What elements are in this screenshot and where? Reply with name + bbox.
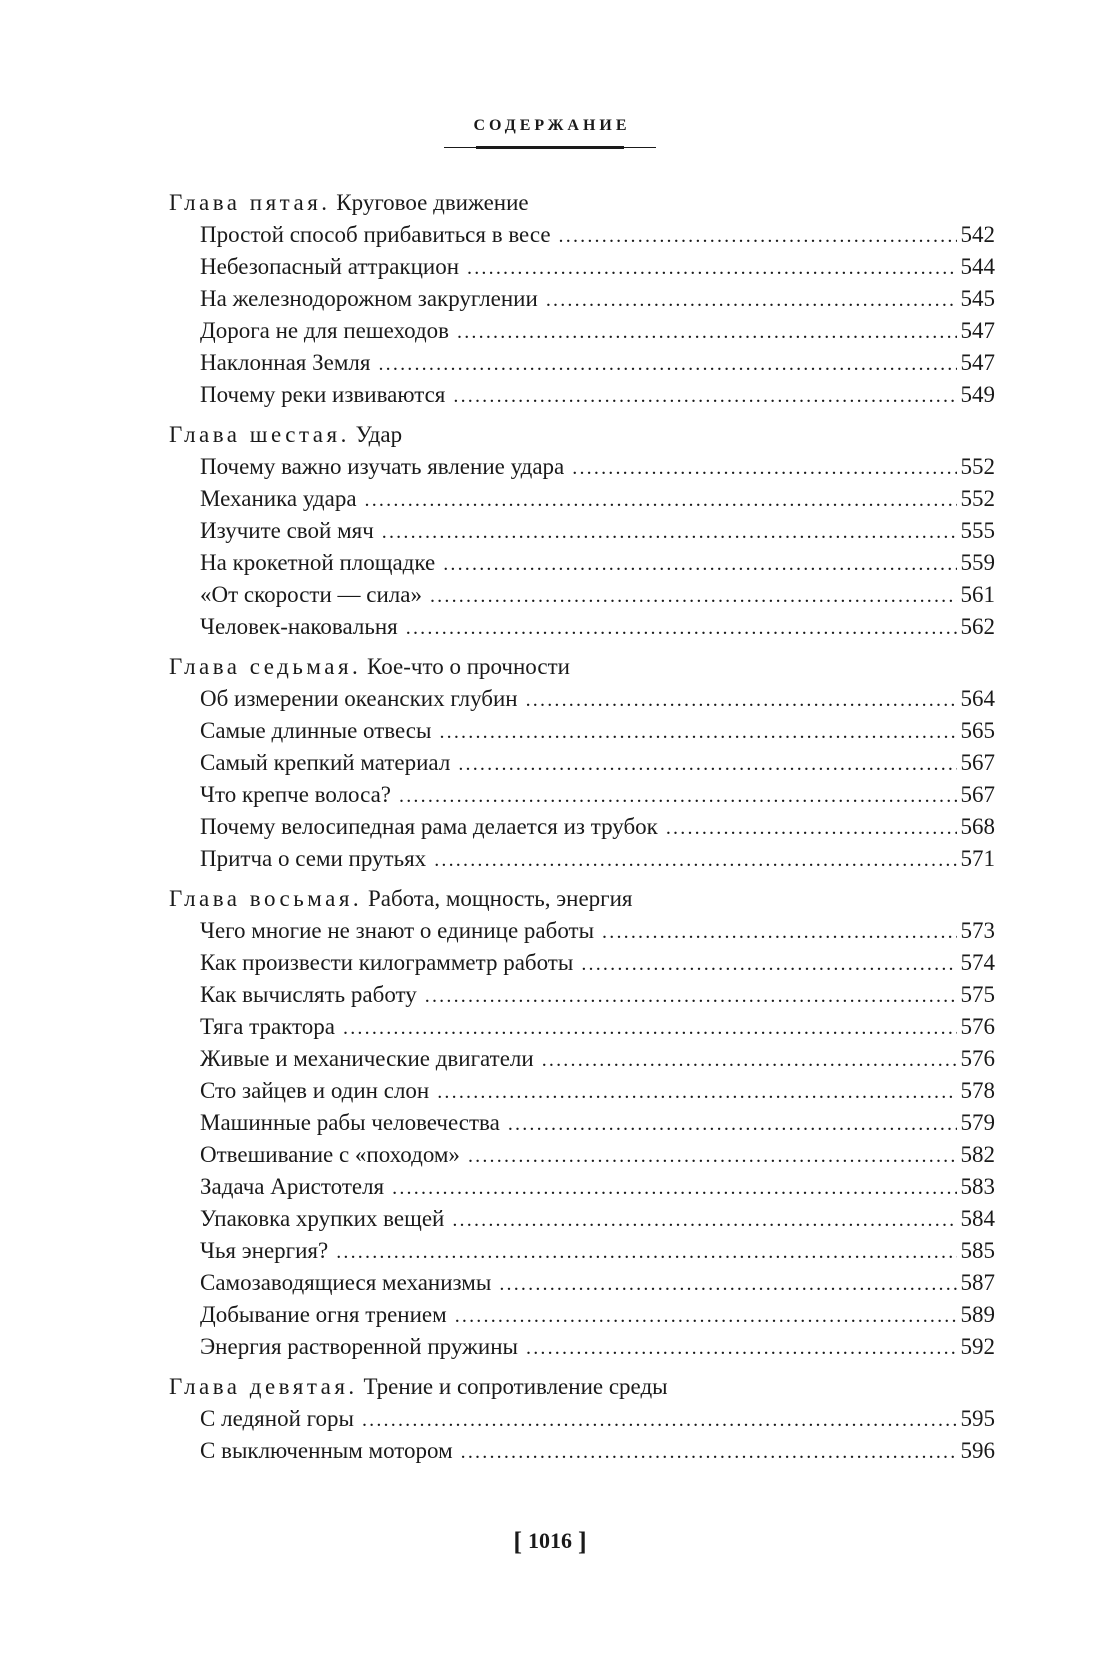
chapter-title: Кое-что о прочности (367, 654, 570, 679)
toc-entry-page-number: 555 (960, 518, 995, 543)
toc-entry-title: Почему велосипедная рама делается из трубок (200, 814, 658, 839)
toc-entry-title: Как вычислять работу (200, 982, 417, 1007)
toc-entry-title: Самые длинные отвесы (200, 718, 432, 743)
dot-leader (362, 1404, 957, 1436)
toc-entry (169, 483, 995, 515)
toc-entry-title: Чья энергия? (200, 1238, 329, 1263)
toc-entry-title: «От скорости — сила» (200, 582, 422, 607)
toc-entry (169, 843, 995, 875)
toc-entry-title: Тяга трактора (200, 1014, 336, 1039)
page-title: СОДЕРЖАНИЕ (473, 117, 631, 134)
toc-entry (169, 915, 995, 947)
toc-entry-page-number: 559 (960, 550, 995, 575)
toc-entry-title: На крокетной площадке (200, 550, 436, 575)
toc-entry (169, 747, 995, 779)
toc-entry-title: Отвешивание с «походом» (200, 1142, 460, 1167)
toc-entry-title: Что крепче волоса? (200, 782, 392, 807)
header-rule-accent (476, 146, 624, 149)
footer-close-bracket: ] (578, 1527, 587, 1556)
toc-entry (169, 547, 995, 579)
toc-entry-page-number: 567 (960, 750, 995, 775)
page-footer (0, 1527, 1100, 1557)
toc-entry-title: Добывание огня трением (200, 1302, 447, 1327)
dot-leader (458, 748, 956, 780)
header-rule (444, 147, 656, 148)
chapter-heading (169, 419, 995, 451)
toc-entry-page-number: 576 (960, 1046, 995, 1071)
dot-leader (392, 1172, 956, 1204)
toc-entry (169, 1331, 995, 1363)
toc-entry-page-number: 596 (960, 1438, 995, 1463)
toc-chapter (169, 1371, 995, 1467)
toc-entry-page-number: 584 (960, 1206, 995, 1231)
toc-entry-title: Машинные рабы человечества (200, 1110, 500, 1135)
toc-entry-title: Чего многие не знают о единице работы (200, 918, 595, 943)
dot-leader (336, 1236, 956, 1268)
toc-entry-page-number: 583 (960, 1174, 995, 1199)
toc-entry-page-number: 579 (960, 1110, 995, 1135)
toc-entry (169, 1011, 995, 1043)
toc-entry-title: Изучите свой мяч (200, 518, 374, 543)
toc-entry-title: Как произвести килограмметр работы (200, 950, 574, 975)
toc-entry-title: На железнодорожном закруглении (200, 286, 538, 311)
dot-leader (343, 1012, 956, 1044)
toc-entry-page-number: 568 (960, 814, 995, 839)
chapter-title: Удар (355, 422, 403, 447)
toc-entry-page-number: 544 (960, 254, 995, 279)
dot-leader (455, 1300, 957, 1332)
toc-entry (169, 611, 995, 643)
toc-entry-page-number: 552 (960, 486, 995, 511)
toc-entry-page-number: 575 (960, 982, 995, 1007)
dot-leader (453, 380, 956, 412)
toc-entry-title: Небезопасный аттракцион (200, 254, 460, 279)
chapter-heading (169, 883, 995, 915)
table-of-contents (169, 187, 995, 1475)
toc-entry-title: Механика удара (200, 486, 357, 511)
toc-entry-title: Дорога не для пешеходов (200, 318, 450, 343)
toc-entry-page-number: 561 (960, 582, 995, 607)
dot-leader (437, 1076, 956, 1108)
dot-leader (542, 1044, 957, 1076)
toc-entry-title: Почему реки извиваются (200, 382, 446, 407)
dot-leader (443, 548, 956, 580)
dot-leader (581, 948, 956, 980)
toc-entry-page-number: 564 (960, 686, 995, 711)
dot-leader (434, 844, 956, 876)
toc-entry-page-number: 574 (960, 950, 995, 975)
toc-entry-title: Сто зайцев и один слон (200, 1078, 430, 1103)
dot-leader (430, 580, 957, 612)
toc-entry (169, 1435, 995, 1467)
dot-leader (467, 252, 956, 284)
toc-chapter (169, 651, 995, 875)
toc-entry-title: Живые и механические двигатели (200, 1046, 534, 1071)
toc-entry-title: Притча о семи прутьях (200, 846, 427, 871)
toc-entry-page-number: 571 (960, 846, 995, 871)
toc-chapter (169, 419, 995, 643)
dot-leader (457, 316, 956, 348)
chapter-label: Глава восьмая. (169, 886, 363, 911)
toc-entry (169, 1171, 995, 1203)
dot-leader (526, 684, 957, 716)
toc-entry (169, 1267, 995, 1299)
toc-entry (169, 515, 995, 547)
chapter-label: Глава пятая. (169, 190, 331, 215)
dot-leader (526, 1332, 957, 1364)
dot-leader (452, 1204, 956, 1236)
dot-leader (546, 284, 957, 316)
toc-entry-title: Простой способ прибавиться в весе (200, 222, 551, 247)
toc-entry-page-number: 567 (960, 782, 995, 807)
toc-entry (169, 811, 995, 843)
toc-entry (169, 979, 995, 1011)
toc-entry-page-number: 562 (960, 614, 995, 639)
toc-entry-page-number: 585 (960, 1238, 995, 1263)
dot-leader (468, 1140, 957, 1172)
toc-entry (169, 1075, 995, 1107)
page-header (0, 117, 1100, 148)
toc-entry-page-number: 542 (960, 222, 995, 247)
dot-leader (399, 780, 956, 812)
toc-entry-page-number: 576 (960, 1014, 995, 1039)
toc-entry-page-number: 545 (960, 286, 995, 311)
toc-entry (169, 379, 995, 411)
dot-leader (559, 220, 957, 252)
toc-entry-page-number: 547 (960, 318, 995, 343)
toc-entry-title: Энергия растворенной пружины (200, 1334, 518, 1359)
toc-entry-title: Наклонная Земля (200, 350, 371, 375)
dot-leader (602, 916, 956, 948)
toc-entry (169, 1299, 995, 1331)
dot-leader (461, 1436, 957, 1468)
dot-leader (666, 812, 957, 844)
toc-entry-page-number: 573 (960, 918, 995, 943)
toc-chapter (169, 883, 995, 1363)
dot-leader (406, 612, 957, 644)
toc-entry (169, 1235, 995, 1267)
dot-leader (425, 980, 957, 1012)
footer-page-number: 1016 (528, 1528, 572, 1553)
toc-entry-title: Задача Аристотеля (200, 1174, 385, 1199)
footer-open-bracket: [ (513, 1527, 522, 1556)
toc-entry (169, 1139, 995, 1171)
toc-entry-page-number: 565 (960, 718, 995, 743)
toc-entry-page-number: 549 (960, 382, 995, 407)
chapter-heading (169, 1371, 995, 1403)
dot-leader (378, 348, 956, 380)
toc-chapter (169, 187, 995, 411)
toc-entry-title: Самый крепкий материал (200, 750, 451, 775)
toc-entry-page-number: 578 (960, 1078, 995, 1103)
toc-entry-page-number: 547 (960, 350, 995, 375)
dot-leader (382, 516, 957, 548)
dot-leader (508, 1108, 957, 1140)
dot-leader (499, 1268, 956, 1300)
toc-entry-title: С выключенным мотором (200, 1438, 453, 1463)
toc-entry-page-number: 582 (960, 1142, 995, 1167)
toc-entry (169, 715, 995, 747)
toc-entry (169, 1403, 995, 1435)
chapter-title: Круговое движение (336, 190, 529, 215)
toc-entry-page-number: 552 (960, 454, 995, 479)
chapter-label: Глава седьмая. (169, 654, 362, 679)
toc-entry (169, 579, 995, 611)
toc-entry (169, 347, 995, 379)
chapter-heading (169, 651, 995, 683)
toc-entry (169, 219, 995, 251)
toc-entry-title: С ледяной горы (200, 1406, 354, 1431)
toc-entry-page-number: 595 (960, 1406, 995, 1431)
toc-entry-page-number: 589 (960, 1302, 995, 1327)
toc-entry-title: Об измерении океанских глубин (200, 686, 518, 711)
toc-entry-title: Почему важно изучать явление удара (200, 454, 565, 479)
toc-entry (169, 947, 995, 979)
toc-entry-title: Упаковка хрупких вещей (200, 1206, 445, 1231)
chapter-title: Работа, мощность, энергия (367, 886, 633, 911)
dot-leader (365, 484, 957, 516)
toc-entry (169, 1043, 995, 1075)
toc-entry-title: Человек-наковальня (200, 614, 398, 639)
dot-leader (439, 716, 956, 748)
toc-entry-page-number: 587 (960, 1270, 995, 1295)
toc-entry (169, 779, 995, 811)
chapter-heading (169, 187, 995, 219)
chapter-label: Глава шестая. (169, 422, 350, 447)
toc-entry-title: Самозаводящиеся механизмы (200, 1270, 492, 1295)
toc-entry (169, 451, 995, 483)
dot-leader (572, 452, 956, 484)
toc-entry (169, 251, 995, 283)
toc-entry (169, 683, 995, 715)
toc-entry (169, 283, 995, 315)
chapter-title: Трение и сопротивление среды (363, 1374, 668, 1399)
toc-entry-page-number: 592 (960, 1334, 995, 1359)
toc-entry (169, 1107, 995, 1139)
toc-entry (169, 1203, 995, 1235)
chapter-label: Глава девятая. (169, 1374, 358, 1399)
toc-entry (169, 315, 995, 347)
